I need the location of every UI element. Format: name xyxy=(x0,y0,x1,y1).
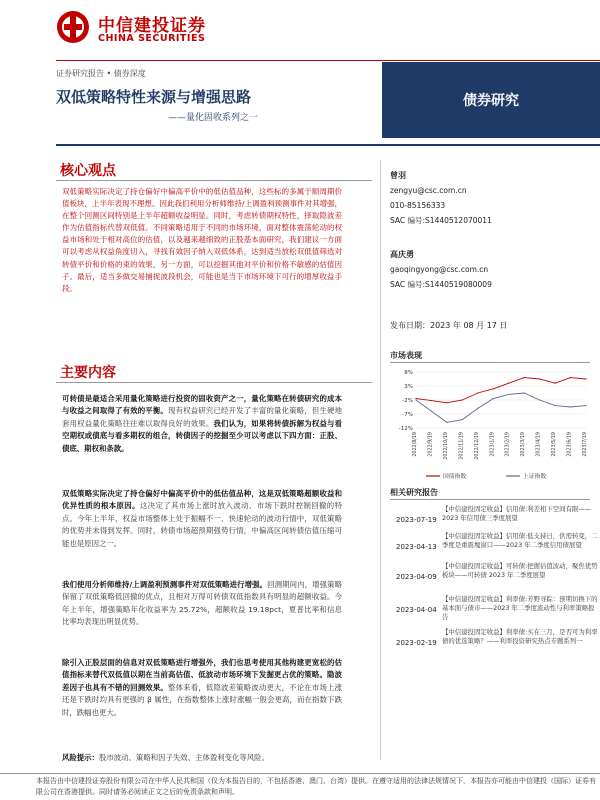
x-tick-label: 2023/7/19 xyxy=(583,432,588,457)
y-tick-label: 8% xyxy=(404,370,413,376)
legend-label: 国债指数 xyxy=(443,474,467,480)
paragraph-body: 回测期间内，增强策略保留了双低策略低回撤的优点，且相对万得可转债双低指数具有明显的超额收益。今年上半年，增强策略年化收益率为 25.72%，超额收益 19.18pct，夏普比率和信息比率均表现出明显优势。 xyxy=(62,580,342,627)
key-points-text: 双低策略实际决定了持仓偏好中偏高平价中的低估值品种，这些标的多属于顺周期价值板块，上半年表现不理想。因此我们利用分析师维持/上调盈利预测事件对其增强，在整个回测区间特别是上半年超额收益明显。同时，考虑转债期权特性，择取隐波差作为估值指标代替双低值。不同策略适用于不同的市场环境，面对整体震荡轮动的权益市场和处于相对高位的估值，以及越来越细致的正股基本面研究，我们建议一方面可以考虑从权益角度切入，寻找有效因子纳入双低体系，达到适当放松双低值筛选对转债平价和价格的束的效果，另一方面，可以挖掘其他对平价和价格不敏感的估值因子。最后，适当多做交易捕捉波段机会，可能也是当下市场环境下可行的增厚收益手段。 xyxy=(62,187,342,293)
related-report-date: 2023-02-19 xyxy=(396,639,437,647)
paragraph-body: 现有权益研究已经开发了丰富的量化策略，但生硬地套用权益量化策略往往难以取得良好的效果。 xyxy=(62,406,342,428)
analyst-name: 高庆勇 xyxy=(390,250,414,259)
data-point xyxy=(570,406,571,407)
x-tick-label: 2023/2/19 xyxy=(505,432,511,457)
related-reports-divider xyxy=(390,499,590,500)
data-point xyxy=(493,388,494,389)
y-tick-label: -7% xyxy=(402,412,413,418)
analyst-name: 曾羽 xyxy=(390,171,406,180)
publish-date xyxy=(390,320,507,331)
risk-warning-label: 风险提示： xyxy=(62,753,99,762)
data-point xyxy=(446,422,447,423)
logo-mark-icon xyxy=(56,10,90,44)
market-performance-chart xyxy=(390,366,590,484)
data-point xyxy=(524,377,525,378)
data-point xyxy=(462,419,463,420)
key-points-heading: 核心观点 xyxy=(60,163,116,179)
analyst-phone: 010-85156333 xyxy=(390,201,446,210)
publish-date-label: 发布日期： xyxy=(390,321,430,330)
section-divider xyxy=(56,144,600,146)
main-paragraph xyxy=(62,579,342,629)
y-tick-label: 3% xyxy=(404,384,413,390)
paragraph-emphasis: 我们认为，如果将转债拆解为权益与看空期权或债底与看多期权的组合，转债因子的挖掘至少可以考虑以下四方面：正股、债底、期权和条款。 xyxy=(62,418,342,453)
related-reports-heading: 相关研究报告 xyxy=(390,488,438,497)
x-tick-label: 2022/11/19 xyxy=(459,432,465,460)
data-point xyxy=(539,399,540,400)
disclaimer-text: 本报告由中信建投证券股份有限公司在中华人民共和国（仅为本报告目的，不包括香港、澳门、台湾）提供。在遵守适用的法律法规情况下，本报告亦可能由中信建投（国际）证券有限公司在香港提供。同时请务必阅读正文之后的免责条款和声明。 xyxy=(36,777,596,796)
analyst-card xyxy=(390,168,492,228)
data-point xyxy=(415,398,416,399)
main-content-heading: 主要内容 xyxy=(60,365,116,381)
paragraph-lead: 双低策略实际决定了持仓偏好中偏高平价中的低估值品种，这是双低策略超额收益和优异性质的根本原因。 xyxy=(62,489,342,511)
analyst-card xyxy=(390,247,492,292)
data-point xyxy=(585,405,586,406)
analyst-email[interactable]: zengyu@csc.com.cn xyxy=(390,186,467,195)
analyst-email[interactable]: gaoqingyong@csc.com.cn xyxy=(390,265,489,274)
analyst-sac: SAC 编号:S1440512070011 xyxy=(390,216,492,225)
market-chart-divider xyxy=(390,362,590,363)
x-tick-label: 2022/8/19 xyxy=(413,432,418,457)
data-point xyxy=(508,394,509,395)
data-point xyxy=(493,398,494,399)
category-banner xyxy=(382,62,600,138)
main-content-divider xyxy=(56,382,372,383)
logo-cn-text: 中信建投证券 xyxy=(98,16,206,36)
x-tick-label: 2023/1/19 xyxy=(490,432,496,457)
data-point xyxy=(446,402,447,403)
logo-en-text: CHINA SECURITIES xyxy=(98,33,206,44)
data-point xyxy=(431,411,432,412)
related-report-title[interactable]: 【中信建投固定收益】利率债:芳野寻踪：预期切换下的基本面与债市——2023 年二季度流动性与利率策略报告 xyxy=(442,595,598,621)
x-tick-label: 2023/3/19 xyxy=(521,432,527,457)
data-point xyxy=(508,383,509,384)
category-banner-label: 债券研究 xyxy=(463,93,519,109)
x-tick-label: 2023/4/19 xyxy=(536,432,542,457)
related-report-item[interactable] xyxy=(390,628,600,668)
related-report-title[interactable]: 【中信建投固定收益】信用债:低支持日，供需转变，二季度是重震塊窗口——2023 年二季度信用债展望 xyxy=(442,532,598,549)
related-report-date: 2023-04-09 xyxy=(396,573,437,581)
report-title: 双低策略特性来源与增强思路 xyxy=(56,88,252,106)
data-point xyxy=(431,400,432,401)
related-report-title[interactable]: 【中信建投固定收益】可转债:把握估值波动，聚焦优势板块——可转债 2023 年二季度展望 xyxy=(442,562,598,579)
key-points-divider xyxy=(56,180,372,181)
related-report-date: 2023-04-04 xyxy=(396,606,437,614)
data-point xyxy=(477,408,478,409)
series-line xyxy=(416,393,586,422)
document-type: 证券研究报告 • 债券深度 xyxy=(56,69,146,78)
column-divider xyxy=(380,160,381,760)
paragraph-lead: 我们使用分析师维持/上调盈利预测事件对双低策略进行增强。 xyxy=(62,580,268,589)
data-point xyxy=(554,405,555,406)
related-report-title[interactable]: 【中信建投固定收益】利率债:买在三月，是否可为利率债的优选策略？——利率投资研究热点专题系列一 xyxy=(442,628,598,645)
main-paragraph xyxy=(62,488,342,550)
y-tick-label: -2% xyxy=(402,398,413,404)
data-point xyxy=(415,399,416,400)
report-subtitle: ——量化固收系列之一 xyxy=(168,113,259,123)
risk-warning-text: 股市波动、策略和因子失效、主体盈利变化等风险。 xyxy=(98,753,269,762)
x-tick-label: 2022/10/19 xyxy=(443,432,449,460)
paragraph-body: 这决定了其市场上涨时放入波动、市场下跌时控制回撤的特点。今年上半年，权益市场整体上处于振幅不一、快速轮动的波动行情中，双低策略的优势并未得到发挥。同时，转债市场超预期强势行情，中偏高区间转债估值压缩可能也是原因之一。 xyxy=(62,501,342,548)
x-tick-label: 2022/9/19 xyxy=(428,432,434,457)
series-line xyxy=(416,378,586,403)
main-paragraph xyxy=(62,393,342,455)
legend-label: 上证指数 xyxy=(523,474,547,480)
paragraph-lead: 可转债是最适合采用量化策略进行投资的固收资产之一，量化策略在转债研究的成本与收益之间取得了有效的平衡。 xyxy=(62,394,342,416)
y-tick-label: -12% xyxy=(398,426,413,432)
related-report-date: 2023-04-13 xyxy=(396,543,437,551)
main-paragraph xyxy=(62,657,342,719)
data-point xyxy=(477,392,478,393)
paragraph-lead: 除引入正股层面的信息对双低策略进行增强外，我们也思考使用其他构建更宽松的估值指标来替代双低值以期在当前高估值、低波动市场环境下发掘更占优的策略。隐波差因子也具有不错的回测效果。 xyxy=(62,658,342,692)
data-point xyxy=(524,392,525,393)
x-tick-label: 2023/6/19 xyxy=(567,432,573,457)
data-point xyxy=(570,377,571,378)
company-logo xyxy=(56,8,216,48)
paragraph-body: 整体来看，低隐波差策略波动更大，不论在市场上涨还是下跌时均具有更强的 β 属性，在指数整体上涨时涨幅一般会更高，而在指数下跌时，跌幅也更大。 xyxy=(62,682,342,717)
related-report-title[interactable]: 【中信建投固定收益】信用债:利差相下空间有限——2023 年信用债三季度展望 xyxy=(442,505,592,522)
header-divider xyxy=(56,60,600,61)
x-tick-label: 2022/12/19 xyxy=(474,432,480,460)
data-point xyxy=(462,399,463,400)
market-chart-heading: 市场表现 xyxy=(390,351,422,360)
x-tick-label: 2023/5/19 xyxy=(552,432,558,457)
risk-warning xyxy=(62,752,342,764)
data-point xyxy=(585,378,586,379)
data-point xyxy=(554,383,555,384)
analyst-sac: SAC 编号:S1440519080009 xyxy=(390,280,492,289)
related-report-date: 2023-07-19 xyxy=(396,516,437,524)
data-point xyxy=(539,378,540,379)
publish-date-value: 2023 年 08 月 17 日 xyxy=(430,321,508,330)
footer-divider xyxy=(0,773,600,774)
